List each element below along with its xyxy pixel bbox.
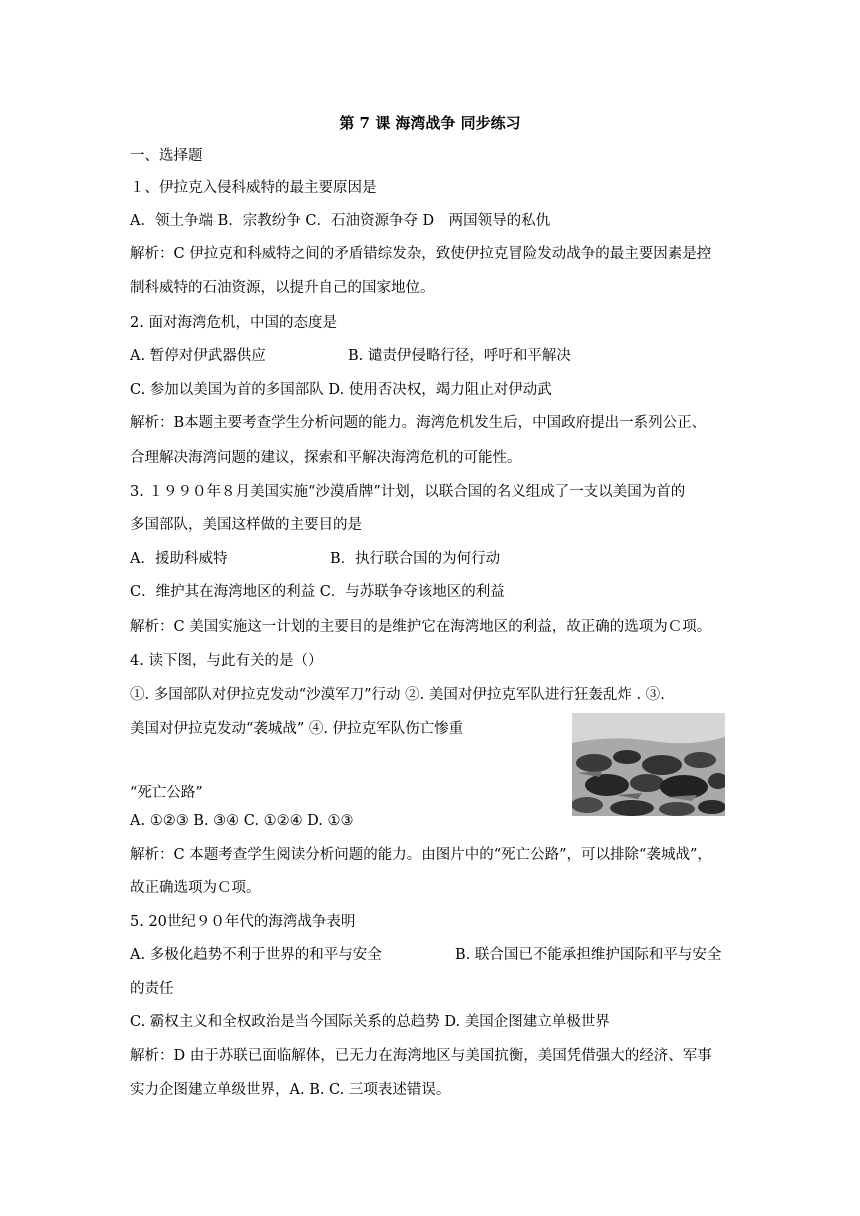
q4-items-line1: ①. 多国部队对伊拉克发动“沙漠军刀”行动 ②. 美国对伊拉克军队进行狂轰乱炸 . ③. <box>130 687 665 703</box>
q2-option-b: B. 谴责伊侵略行径，呼吁和平解决 <box>348 348 571 364</box>
section-heading: 一、选择题 <box>130 148 203 164</box>
q4-analysis-line1: 解析：C 本题考查学生阅读分析问题的能力。由图片中的“死亡公路”，可以排除“袭城战”， <box>130 847 712 863</box>
q2-stem: 2. 面对海湾危机，中国的态度是 <box>130 315 337 331</box>
lesson-title: 第 7 课 海湾战争 同步练习 <box>339 114 521 132</box>
q4-items-line2: 美国对伊拉克发动“袭城战” ④. 伊拉克军队伤亡惨重 <box>130 721 464 737</box>
q4-stem: 4. 读下图，与此有关的是（） <box>130 653 323 669</box>
q3-stem-line2: 多国部队，美国这样做的主要目的是 <box>130 517 362 533</box>
q3-option-b: B．执行联合国的为何行动 <box>330 551 501 567</box>
q2-analysis-line2: 合理解决海湾问题的建议，探索和平解决海湾危机的可能性。 <box>130 450 522 466</box>
q3-option-a: A．援助科威特 <box>130 551 228 567</box>
q3-options-cd: C．维护其在海湾地区的利益 C．与苏联争夺该地区的利益 <box>130 584 505 600</box>
q2-options-cd: C. 参加以美国为首的多国部队 D. 使用否决权，竭力阻止对伊动武 <box>130 382 552 398</box>
q1-options: A．领土争端 B．宗教纷争 C．石油资源争夺 D 两国领导的私仇 <box>130 213 551 229</box>
q4-analysis-line2: 故正确选项为Ｃ项。 <box>130 880 261 896</box>
q5-option-b-cont: 的责任 <box>130 981 174 997</box>
q1-stem: １、伊拉克入侵科威特的最主要原因是 <box>130 180 377 196</box>
q3-analysis: 解析：C 美国实施这一计划的主要目的是维护它在海湾地区的利益，故正确的选项为Ｃ项。 <box>130 619 712 635</box>
q4-options: A. ①②③ B. ③④ C. ①②④ D. ①③ <box>130 813 354 829</box>
q1-analysis-line1: 解析：C 伊拉克和科威特之间的矛盾错综发杂，致使伊拉克冒险发动战争的最主要因素是控 <box>130 246 712 262</box>
q5-option-a: A. 多极化趋势不利于世界的和平与安全 <box>130 947 382 963</box>
q5-analysis-line1: 解析：D 由于苏联已面临解体，已无力在海湾地区与美国抗衡，美国凭借强大的经济、军事 <box>130 1048 712 1064</box>
q5-option-b: B. 联合国已不能承担维护国际和平与安全 <box>455 947 722 963</box>
q5-analysis-line2: 实力企图建立单级世界，A. B. C. 三项表述错误。 <box>130 1082 451 1098</box>
q2-option-a: A. 暂停对伊武器供应 <box>130 348 266 364</box>
q5-stem: 5. 20世纪９０年代的海湾战争表明 <box>130 914 356 930</box>
death-highway-photo <box>572 713 725 816</box>
q1-analysis-line2: 制科威特的石油资源，以提升自己的国家地位。 <box>130 280 435 296</box>
q3-stem-line1: 3. １９９０年８月美国实施“沙漠盾牌”计划，以联合国的名义组成了一支以美国为首的 <box>130 484 686 500</box>
photo-caption: “死亡公路” <box>130 785 203 801</box>
q5-options-cd: C. 霸权主义和全权政治是当今国际关系的总趋势 D. 美国企图建立单极世界 <box>130 1014 610 1030</box>
q2-analysis-line1: 解析：B本题主要考查学生分析问题的能力。海湾危机发生后，中国政府提出一系列公正、 <box>130 415 707 431</box>
